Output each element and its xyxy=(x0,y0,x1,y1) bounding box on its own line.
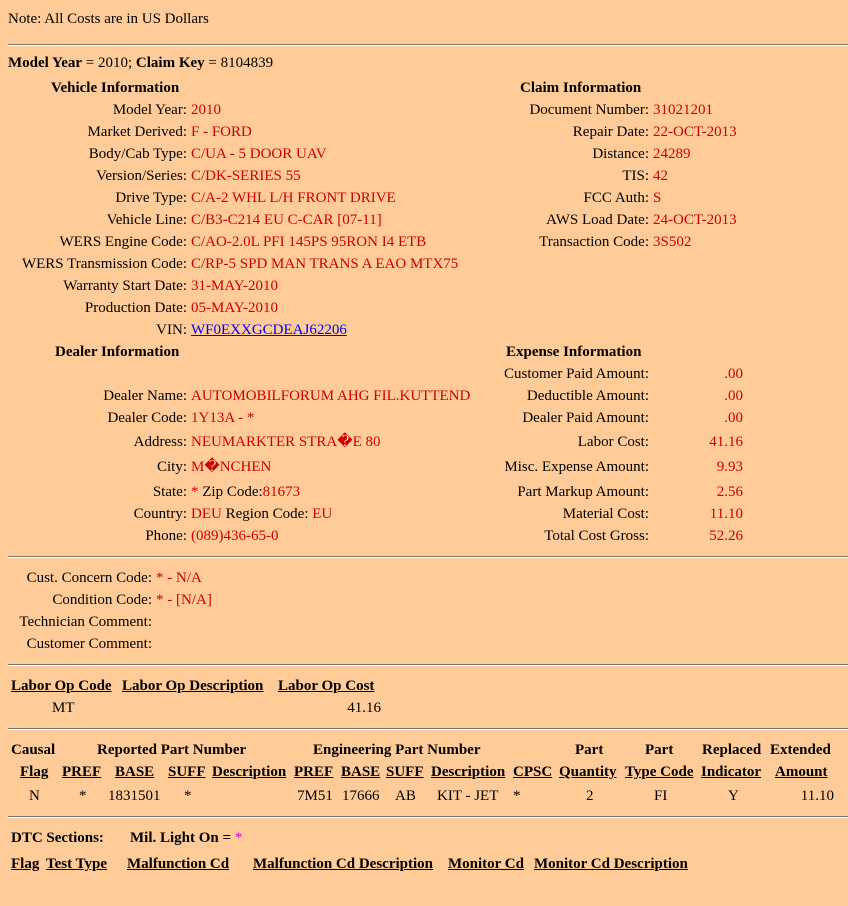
state-zip xyxy=(191,481,300,503)
indicator-header: Indicator xyxy=(701,764,761,780)
dealer-code-value: 1Y13A - * xyxy=(191,410,255,426)
part-suff: * xyxy=(184,788,192,804)
labor-op-desc-header: Labor Op Description xyxy=(122,678,264,694)
technician-comment-label: Technician Comment: xyxy=(19,614,152,630)
claim-field-value: 3S502 xyxy=(653,234,692,250)
expense-field-label: Part Markup Amount: xyxy=(517,484,649,500)
divider xyxy=(8,664,848,666)
type-code-header: Type Code xyxy=(625,764,694,780)
dtc-malfunction-cd-header: Malfunction Cd xyxy=(127,856,230,872)
eng-suff-header: SUFF xyxy=(386,764,424,780)
claim-key-value: = 8104839 xyxy=(208,55,274,71)
dtc-flag-header: Flag xyxy=(11,856,40,872)
vehicle-field-label: Production Date: xyxy=(84,300,187,316)
zip-value: 81673 xyxy=(262,484,301,500)
part-type-code: FI xyxy=(654,788,668,804)
vehicle-field-value: 31-MAY-2010 xyxy=(191,278,278,294)
vehicle-field-value: F - FORD xyxy=(191,124,252,140)
mil-light-value: * xyxy=(234,830,243,846)
region-value: EU xyxy=(312,506,333,522)
vehicle-field-value: 2010 xyxy=(191,102,221,118)
vehicle-field-value: C/RP-5 SPD MAN TRANS A EAO MTX75 xyxy=(191,256,459,272)
vehicle-field-label: Version/Series: xyxy=(96,168,187,184)
city-value: M�NCHEN xyxy=(191,459,272,475)
vin-link-wrap xyxy=(191,319,347,341)
claim-field-value: 22-OCT-2013 xyxy=(653,124,737,140)
claim-field-label: Transaction Code: xyxy=(539,234,649,250)
expense-field-label: Customer Paid Amount: xyxy=(503,366,649,382)
vin-link[interactable]: WF0EXXGCDEAJ62206 xyxy=(191,322,347,338)
pref-header: PREF xyxy=(62,764,102,780)
dtc-monitor-cd-header: Monitor Cd xyxy=(448,856,524,872)
eng-pref-header: PREF xyxy=(294,764,334,780)
condition-code-label: Condition Code: xyxy=(52,592,152,608)
labor-op-cost: 41.16 xyxy=(347,700,381,716)
labor-op-cost-header: Labor Op Cost xyxy=(278,678,375,694)
vehicle-field-label: Vehicle Line: xyxy=(106,212,187,228)
description-header: Description xyxy=(212,764,287,780)
amount-header: Amount xyxy=(775,764,828,780)
mil-light-label: Mil. Light On = xyxy=(130,830,232,846)
dtc-malfunction-desc-header: Malfunction Cd Description xyxy=(253,856,433,872)
expense-field-label: Misc. Expense Amount: xyxy=(504,459,649,475)
eng-part-description: KIT - JET xyxy=(437,788,499,804)
claim-field-label: TIS: xyxy=(622,168,649,184)
expense-field-value: .00 xyxy=(724,388,743,404)
vehicle-field-value: 05-MAY-2010 xyxy=(191,300,278,316)
cust-concern-value: * - N/A xyxy=(156,570,202,586)
expense-info-title: Expense Information xyxy=(506,344,642,360)
expense-field-value: 9.93 xyxy=(716,459,743,475)
claim-field-label: FCC Auth: xyxy=(583,190,649,206)
divider xyxy=(8,44,848,46)
vehicle-field-value: C/UA - 5 DOOR UAV xyxy=(191,146,327,162)
customer-comment-label: Customer Comment: xyxy=(26,636,152,652)
vehicle-field-value: C/A-2 WHL L/H FRONT DRIVE xyxy=(191,190,396,206)
eng-description-header: Description xyxy=(431,764,506,780)
expense-field-label: Labor Cost: xyxy=(577,434,649,450)
base-header: BASE xyxy=(115,764,155,780)
state-value: * xyxy=(191,484,199,500)
suff-header: SUFF xyxy=(168,764,206,780)
expense-field-label: Material Cost: xyxy=(562,506,649,522)
divider xyxy=(8,728,848,730)
vehicle-field-value: C/AO-2.0L PFI 145PS 95RON I4 ETB xyxy=(191,234,427,250)
mil-light xyxy=(130,827,242,849)
phone-label: Phone: xyxy=(145,528,187,544)
model-year-label: Model Year xyxy=(8,55,83,71)
vehicle-field-label: Drive Type: xyxy=(115,190,187,206)
vehicle-field-label: Model Year: xyxy=(112,102,187,118)
cpsc-header: CPSC xyxy=(513,764,553,780)
vehicle-field-label: Warranty Start Date: xyxy=(63,278,187,294)
dealer-info-title: Dealer Information xyxy=(55,344,180,360)
extended-amount: 11.10 xyxy=(800,788,834,804)
eng-part-pref: 7M51 xyxy=(297,788,333,804)
expense-field-value: .00 xyxy=(724,366,743,382)
claim-info-title: Claim Information xyxy=(520,80,642,96)
vehicle-field-value: C/DK-SERIES 55 xyxy=(191,168,301,184)
vehicle-field-label: Market Derived: xyxy=(87,124,187,140)
eng-base-header: BASE xyxy=(341,764,381,780)
expense-field-value: 11.10 xyxy=(709,506,743,522)
claim-field-value: S xyxy=(653,190,662,206)
claim-field-label: AWS Load Date: xyxy=(546,212,649,228)
claim-header xyxy=(8,52,273,74)
claim-field-label: Document Number: xyxy=(529,102,649,118)
expense-field-label: Total Cost Gross: xyxy=(544,528,649,544)
part-cpsc: * xyxy=(513,788,521,804)
vehicle-field-value: C/B3-C214 EU C-CAR [07-11] xyxy=(191,212,382,228)
dealer-name-label: Dealer Name: xyxy=(103,388,187,404)
engineering-part-header: Engineering Part Number xyxy=(313,742,481,758)
vehicle-info-title: Vehicle Information xyxy=(51,80,180,96)
replaced-indicator: Y xyxy=(728,788,739,804)
model-year-value: = 2010; xyxy=(85,55,133,71)
expense-field-value: 2.56 xyxy=(716,484,743,500)
claim-field-label: Repair Date: xyxy=(572,124,649,140)
zip-label: Zip Code: xyxy=(202,484,263,500)
part-quantity: 2 xyxy=(586,788,594,804)
expense-field-value: 41.16 xyxy=(709,434,743,450)
eng-part-suff: AB xyxy=(395,788,416,804)
claim-field-label: Distance: xyxy=(592,146,649,162)
divider xyxy=(8,816,848,818)
dealer-code-label: Dealer Code: xyxy=(107,410,187,426)
flag-header: Flag xyxy=(20,764,49,780)
part-base: 1831501 xyxy=(108,788,161,804)
claim-field-value: 42 xyxy=(653,168,668,184)
claim-field-value: 24289 xyxy=(653,146,691,162)
part-flag: N xyxy=(29,788,40,804)
expense-field-label: Dealer Paid Amount: xyxy=(522,410,649,426)
reported-part-header: Reported Part Number xyxy=(97,742,247,758)
expense-field-value: .00 xyxy=(724,410,743,426)
expense-field-value: 52.26 xyxy=(709,528,743,544)
country-region xyxy=(191,503,332,525)
address-value: NEUMARKTER STRA�E 80 xyxy=(191,434,381,450)
labor-op-code-header: Labor Op Code xyxy=(11,678,112,694)
vin-label: VIN: xyxy=(156,322,187,338)
dealer-name-value: AUTOMOBILFORUM AHG FIL.KUTTEND xyxy=(191,388,471,404)
replaced-header: Replaced xyxy=(702,742,762,758)
state-label: State: xyxy=(152,484,187,500)
claim-field-value: 31021201 xyxy=(653,102,713,118)
country-value: DEU xyxy=(191,506,222,522)
causal-header: Causal xyxy=(11,742,56,758)
cost-note: Note: All Costs are in US Dollars xyxy=(8,11,209,27)
expense-field-label: Deductible Amount: xyxy=(526,388,649,404)
dtc-monitor-desc-header: Monitor Cd Description xyxy=(534,856,688,872)
labor-op-code: MT xyxy=(52,700,75,716)
claim-field-value: 24-OCT-2013 xyxy=(653,212,737,228)
vehicle-field-label: WERS Transmission Code: xyxy=(21,256,187,272)
cust-concern-label: Cust. Concern Code: xyxy=(26,570,152,586)
vehicle-field-label: WERS Engine Code: xyxy=(59,234,187,250)
country-label: Country: xyxy=(133,506,187,522)
address-label: Address: xyxy=(133,434,187,450)
dtc-sections-title: DTC Sections: xyxy=(11,830,104,846)
city-label: City: xyxy=(156,459,187,475)
part-header-1: Part xyxy=(575,742,604,758)
quantity-header: Quantity xyxy=(559,764,617,780)
extended-header: Extended xyxy=(770,742,831,758)
claim-key-label: Claim Key xyxy=(135,55,205,71)
condition-code-value: * - [N/A] xyxy=(156,592,212,608)
dtc-test-type-header: Test Type xyxy=(46,856,107,872)
phone-value: (089)436-65-0 xyxy=(191,528,279,544)
divider xyxy=(8,556,848,558)
eng-part-base: 17666 xyxy=(342,788,380,804)
part-header-2: Part xyxy=(645,742,674,758)
region-label: Region Code: xyxy=(225,506,309,522)
part-pref: * xyxy=(79,788,87,804)
vehicle-field-label: Body/Cab Type: xyxy=(88,146,187,162)
